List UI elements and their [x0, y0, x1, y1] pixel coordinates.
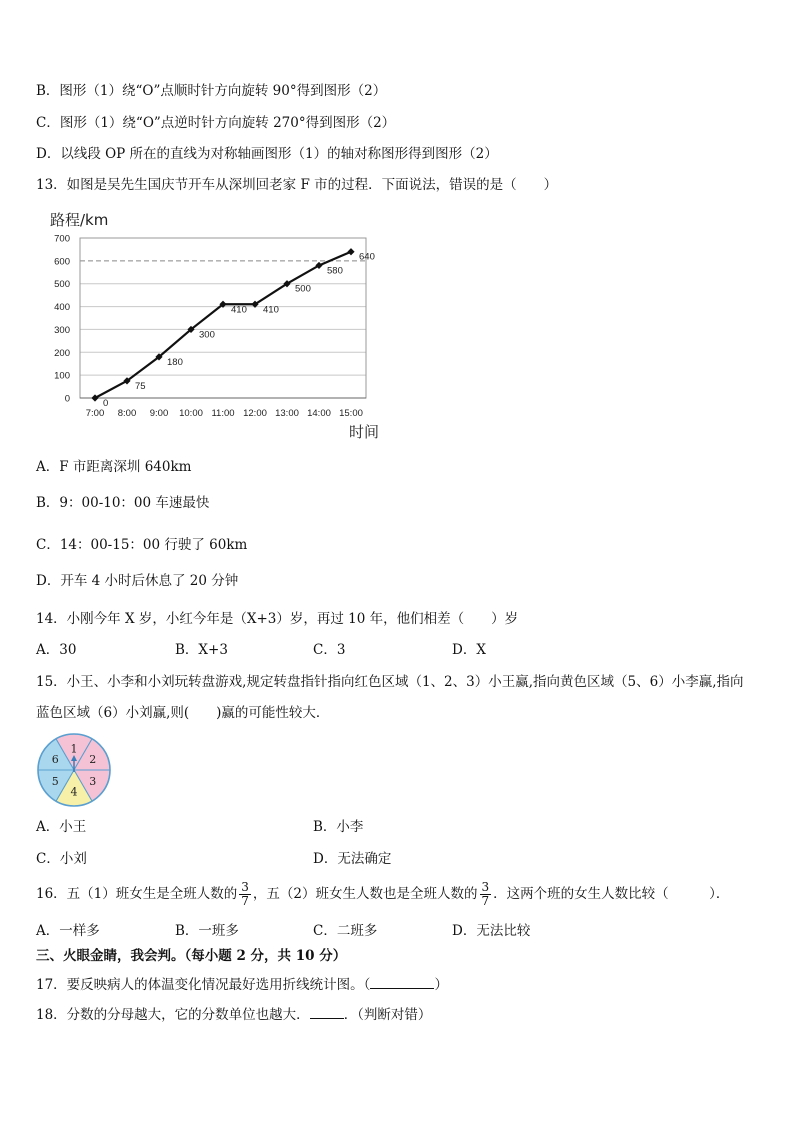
- spinner-sector-label: 4: [70, 785, 78, 799]
- q16-option-d: D．无法比较: [452, 923, 531, 939]
- x-tick-label: 12:00: [243, 408, 267, 419]
- q15-stem-line1: 15．小王、小李和小刘玩转盘游戏,规定转盘指针指向红色区域（1、2、3）小王赢,指向黄色区域（5、6）小李赢,指向: [36, 674, 744, 690]
- q16-stem: [36, 876, 729, 912]
- x-tick-label: 10:00: [179, 408, 203, 419]
- q15-stem-line2: 蓝色区域（6）小刘赢,则( )赢的可能性较大．: [36, 705, 330, 721]
- q13-option-c: C．14：00-15：00 行驶了 60km: [36, 537, 248, 553]
- q16-stem-part2: ，五（2）班女生人数也是全班人数的: [252, 886, 478, 902]
- q14-option-c: C．3: [313, 642, 346, 658]
- q14-option-d: D．X: [452, 642, 486, 658]
- q13-option-b: B．9：00-10：00 车速最快: [36, 495, 210, 511]
- q15-option-c: C．小刘: [36, 851, 87, 867]
- data-label: 410: [231, 304, 247, 316]
- q12-option-d: D．以线段 OP 所在的直线为对称轴画图形（1）的轴对称图形得到图形（2）: [36, 146, 498, 162]
- q16-option-a: A．一样多: [36, 923, 100, 939]
- q15-option-a: A．小王: [36, 819, 87, 835]
- q17-statement: [36, 974, 448, 994]
- spinner-sector-label: 1: [70, 742, 78, 756]
- q18-text: 18．分数的分母越大，它的分数单位也越大．: [36, 1007, 310, 1023]
- x-tick-label: 14:00: [307, 408, 331, 419]
- data-label: 0: [103, 398, 109, 409]
- q17-text-end: ）: [434, 977, 448, 993]
- data-point-marker: [347, 248, 354, 255]
- x-tick-label: 11:00: [211, 408, 235, 419]
- q16-option-c: C．二班多: [313, 923, 378, 939]
- q18-answer-blank[interactable]: [310, 1004, 344, 1019]
- q17-answer-blank[interactable]: [370, 974, 434, 989]
- spinner-wheel: [36, 732, 120, 808]
- section-3-title: 三、火眼金睛，我会判。（每小题 2 分，共 10 分）: [36, 948, 347, 964]
- q14-option-b: B．X+3: [175, 642, 228, 658]
- data-label: 500: [295, 283, 311, 295]
- x-tick-label: 15:00: [339, 408, 363, 419]
- spinner-sector-label: 3: [89, 774, 97, 788]
- q14-stem: 14．小刚今年 X 岁，小红今年是（X+3）岁，再过 10 年，他们相差（ ）岁: [36, 611, 519, 627]
- x-tick-label: 7:00: [85, 408, 105, 419]
- q18-statement: [36, 1004, 431, 1024]
- y-tick-label: 0: [64, 393, 70, 405]
- q16-fraction-1: [239, 881, 251, 908]
- y-tick-label: 600: [54, 256, 70, 268]
- data-label: 75: [135, 380, 146, 392]
- q16-fraction-2: [480, 881, 492, 908]
- y-tick-label: 500: [54, 279, 70, 291]
- y-tick-label: 300: [54, 324, 70, 336]
- route-distance-line-chart: [40, 205, 390, 445]
- q13-option-d: D．开车 4 小时后休息了 20 分钟: [36, 573, 239, 589]
- q16-fraction-1-denominator: 7: [241, 894, 249, 908]
- q13-option-a: A．F 市距离深圳 640km: [36, 459, 192, 475]
- distance-series-line: [95, 252, 351, 398]
- x-tick-label: 8:00: [117, 408, 137, 419]
- q12-option-c: C．图形（1）绕“O”点逆时针方向旋转 270°得到图形（2）: [36, 115, 396, 131]
- data-label: 640: [359, 251, 375, 263]
- q17-text: 17．要反映病人的体温变化情况最好选用折线统计图。（: [36, 977, 371, 993]
- q16-fraction-1-numerator: 3: [241, 880, 249, 894]
- q16-stem-part3: ．这两个班的女生人数比较（ ）．: [493, 886, 730, 902]
- q18-text-end: ．（判断对错）: [343, 1007, 432, 1023]
- spinner-sector-label: 5: [51, 774, 59, 788]
- q14-option-a: A．30: [36, 642, 77, 658]
- q16-option-b: B．一班多: [175, 923, 239, 939]
- spinner-sector-label: 2: [89, 753, 97, 767]
- data-label: 580: [327, 265, 343, 277]
- y-axis-title: 路程/km: [50, 211, 109, 229]
- y-tick-label: 700: [54, 233, 70, 245]
- y-tick-label: 200: [54, 347, 70, 359]
- x-tick-label: 9:00: [149, 408, 169, 419]
- data-label: 180: [167, 356, 183, 368]
- x-axis-title: 时间: [349, 423, 380, 441]
- q13-stem: 13．如图是吴先生国庆节开车从深圳回老家 F 市的过程．下面说法，错误的是（ ）: [36, 177, 558, 193]
- q12-option-b: B．图形（1）绕“O”点顺时针方向旋转 90°得到图形（2）: [36, 83, 387, 99]
- q16-fraction-2-numerator: 3: [481, 880, 490, 894]
- q16-stem-part1: 16．五（1）班女生是全班人数的: [36, 886, 238, 902]
- y-tick-label: 100: [54, 370, 70, 382]
- q15-option-b: B．小李: [313, 819, 364, 835]
- plot-frame: [80, 238, 366, 398]
- q16-fraction-2-denominator: 7: [481, 894, 490, 908]
- data-label: 410: [263, 304, 279, 316]
- q15-option-d: D．无法确定: [313, 851, 392, 867]
- spinner-sector-label: 6: [51, 753, 59, 767]
- x-tick-label: 13:00: [275, 408, 299, 419]
- y-tick-label: 400: [54, 302, 70, 314]
- data-label: 300: [199, 329, 215, 341]
